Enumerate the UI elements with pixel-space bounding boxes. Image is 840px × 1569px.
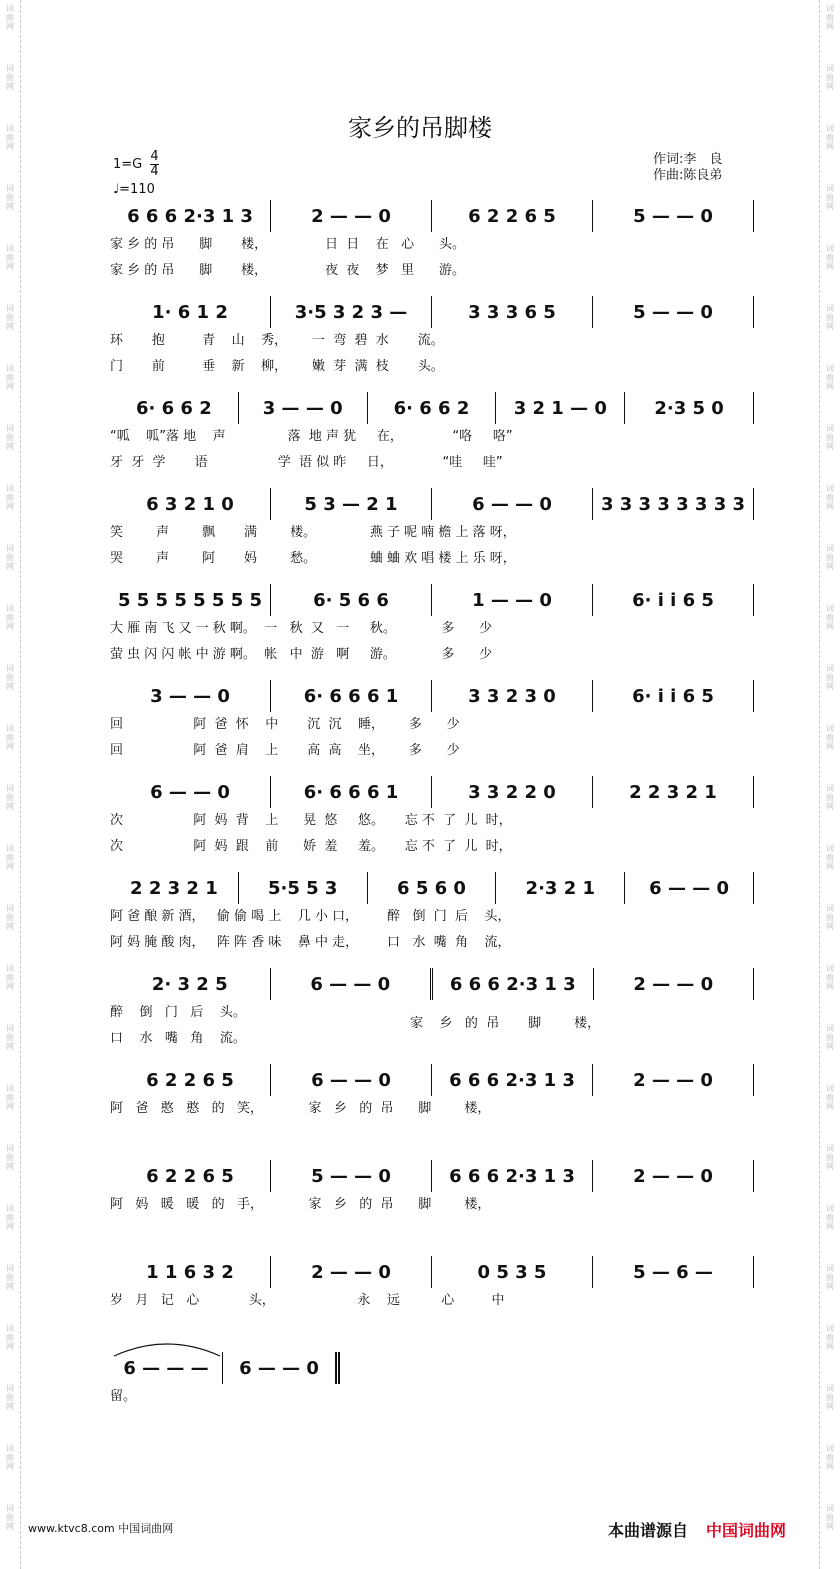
measure: 2 2 3 2 1	[110, 872, 239, 904]
measure: 6 — — 0	[271, 968, 434, 1000]
watermark-text: 词曲网	[826, 1084, 834, 1111]
score-system	[110, 872, 754, 956]
time-signature	[150, 150, 158, 179]
measure: 6· i i 6 5	[593, 584, 754, 616]
watermark-text: 词曲网	[6, 64, 14, 91]
watermark-text: 词曲网	[6, 964, 14, 991]
measure: 6 — — —	[110, 1352, 223, 1384]
score-system	[110, 1352, 340, 1410]
score-system	[110, 1256, 754, 1314]
staff-line	[110, 200, 754, 232]
watermark-text: 词曲网	[826, 1024, 834, 1051]
watermark-text: 词曲网	[6, 784, 14, 811]
watermark-text: 词曲网	[6, 304, 14, 331]
measure: 6 — — 0	[432, 488, 593, 520]
lyric-line: 家 乡 的 吊 脚 楼， 夜 夜 梦 里 游。	[110, 263, 465, 278]
staff-line	[110, 776, 754, 808]
watermark-text: 词曲网	[826, 784, 834, 811]
measure: 6· i i 6 5	[593, 680, 754, 712]
staff-line	[110, 1064, 754, 1096]
lyricist-credit: 作词:李 良	[653, 152, 723, 167]
watermark-text: 词曲网	[826, 64, 834, 91]
measure: 6 6 6 2·3 1 3	[432, 1160, 593, 1192]
score-system	[110, 200, 754, 284]
lyric-line: 阿 爸 憨 憨 的 笑， 家 乡 的 吊 脚 楼，	[110, 1101, 491, 1116]
watermark-text: 词曲网	[826, 1264, 834, 1291]
measure: 3 3 2 3 0	[432, 680, 593, 712]
lyric-line: 阿 妈 暖 暖 的 手， 家 乡 的 吊 脚 楼，	[110, 1197, 491, 1212]
measure: 3 — — 0	[239, 392, 368, 424]
watermark-text: 词曲网	[6, 544, 14, 571]
tie-slur	[112, 1338, 222, 1358]
watermark-text: 词曲网	[6, 4, 14, 31]
lyric-line: 笑 声 飘 满 楼。 燕 子 呢 喃 檐 上 落 呀，	[110, 525, 516, 540]
watermark-text: 词曲网	[6, 484, 14, 511]
watermark-text: 词曲网	[826, 1204, 834, 1231]
score-system	[110, 584, 754, 668]
watermark-text: 词曲网	[6, 1504, 14, 1531]
lyric-line: 留。	[110, 1389, 137, 1404]
lyric-line: 环 抱 青 山 秀， 一 弯 碧 水 流。	[110, 333, 444, 348]
measure: 6 2 2 6 5	[110, 1064, 271, 1096]
measure: 5 3 — 2 1	[271, 488, 432, 520]
measure: 2 — — 0	[593, 1064, 754, 1096]
credits	[653, 152, 722, 184]
watermark-text: 词曲网	[6, 1444, 14, 1471]
watermark-text: 词曲网	[826, 124, 834, 151]
lyric-line: 回 阿 爸 怀 中 沉 沉 睡， 多 少	[110, 717, 460, 732]
watermark-text: 词曲网	[6, 1084, 14, 1111]
measure: 2 — — 0	[271, 200, 432, 232]
staff-line	[110, 296, 754, 328]
tempo-marking: ♩=110	[113, 182, 155, 197]
measure: 6 — — 0	[625, 872, 754, 904]
watermark-text: 词曲网	[6, 1144, 14, 1171]
watermark-text: 词曲网	[6, 664, 14, 691]
staff-line	[110, 392, 754, 424]
watermark-text: 词曲网	[826, 664, 834, 691]
score-system	[110, 680, 754, 764]
composer-credit: 作曲:陈良弟	[653, 168, 723, 183]
footer-source-site: 中国词曲网	[706, 1521, 787, 1540]
measure: 3 2 1 — 0	[496, 392, 625, 424]
measure: 6 6 6 2·3 1 3	[433, 968, 594, 1000]
measure: 6 — — 0	[223, 1352, 340, 1384]
lyric-line: 次 阿 妈 背 上 晃 悠 悠。 忘 不 了 儿 时，	[110, 813, 512, 828]
watermark-text: 词曲网	[826, 964, 834, 991]
measure: 2 — — 0	[593, 1160, 754, 1192]
measure: 0 5 3 5	[432, 1256, 593, 1288]
measure: 2 — — 0	[271, 1256, 432, 1288]
measure: 6· 6 6 2	[110, 392, 239, 424]
measure: 6 2 2 6 5	[432, 200, 593, 232]
measure: 5 — — 0	[271, 1160, 432, 1192]
measure: 2 — — 0	[594, 968, 755, 1000]
watermark-text: 词曲网	[6, 184, 14, 211]
measure: 6· 6 6 6 1	[271, 680, 432, 712]
watermark-text: 词曲网	[826, 604, 834, 631]
footer-site: www.ktvc8.com 中国词曲网	[28, 1522, 174, 1535]
watermark-text: 词曲网	[826, 184, 834, 211]
score-system	[110, 488, 754, 572]
watermark-text: 词曲网	[826, 1384, 834, 1411]
watermark-text: 词曲网	[826, 1144, 834, 1171]
key-label: 1=G	[113, 157, 143, 172]
measure: 3 — — 0	[110, 680, 271, 712]
lyric-line: 岁 月 记 心 头， 永 远 心 中	[110, 1293, 505, 1308]
watermark-text: 词曲网	[6, 1024, 14, 1051]
lyric-line: 阿 爸 酿 新 酒， 偷 偷 喝 上 几 小 口， 醉 倒 门 后 头，	[110, 909, 511, 924]
watermark-text: 词曲网	[6, 1264, 14, 1291]
measure: 1 — — 0	[432, 584, 593, 616]
measure: 6· 6 6 2	[368, 392, 497, 424]
measure: 6 — — 0	[110, 776, 271, 808]
measure: 5 — 6 —	[593, 1256, 754, 1288]
watermark-text: 词曲网	[6, 424, 14, 451]
staff-line	[110, 968, 754, 1000]
measure: 3 3 3 3 3 3 3 3	[593, 488, 754, 520]
watermark-text: 词曲网	[6, 364, 14, 391]
watermark-text: 词曲网	[826, 1504, 834, 1531]
watermark-text: 词曲网	[826, 424, 834, 451]
watermark-text: 词曲网	[6, 844, 14, 871]
key-signature	[113, 150, 159, 179]
measure: 1· 6 1 2	[110, 296, 271, 328]
staff-line	[110, 1256, 754, 1288]
measure: 6· 5 6 6	[271, 584, 432, 616]
watermark-text: 词曲网	[6, 124, 14, 151]
time-numerator: 4	[150, 149, 159, 164]
measure: 6 5 6 0	[368, 872, 497, 904]
score-system	[110, 776, 754, 860]
lyric-line-mid: 家 乡 的 吊 脚 楼，	[410, 1016, 601, 1031]
measure: 5·5 5 3	[239, 872, 368, 904]
staff-line	[110, 584, 754, 616]
lyric-line: 家 乡 的 吊 脚 楼， 日 日 在 心 头。	[110, 237, 465, 252]
lyric-line: 哭 声 阿 妈 愁。 蛐 蛐 欢 唱 楼 上 乐 呀，	[110, 551, 516, 566]
score-system	[110, 1064, 754, 1122]
measure: 1 1 6 3 2	[110, 1256, 271, 1288]
watermark-text: 词曲网	[826, 544, 834, 571]
measure: 3 3 2 2 0	[432, 776, 593, 808]
lyric-line: 门 前 垂 新 柳， 嫩 芽 满 枝 头。	[110, 359, 444, 374]
measure: 6· 6 6 6 1	[271, 776, 432, 808]
measure: 2· 3 2 5	[110, 968, 271, 1000]
score-system	[110, 392, 754, 476]
watermark-text: 词曲网	[6, 1324, 14, 1351]
score-system	[110, 968, 754, 1052]
watermark-text: 词曲网	[6, 244, 14, 271]
lyric-line: “呱 呱”落 地 声 落 地 声 犹 在， “咯 咯”	[110, 429, 513, 444]
watermark-text: 词曲网	[826, 904, 834, 931]
watermark-text: 词曲网	[6, 1384, 14, 1411]
measure: 6 2 2 6 5	[110, 1160, 271, 1192]
watermark-text: 词曲网	[826, 484, 834, 511]
measure: 6 3 2 1 0	[110, 488, 271, 520]
measure: 3·5 3 2 3 —	[271, 296, 432, 328]
watermark-text: 词曲网	[6, 1204, 14, 1231]
staff-line	[110, 488, 754, 520]
lyric-line: 次 阿 妈 跟 前 娇 羞 羞。 忘 不 了 儿 时，	[110, 839, 512, 854]
lyric-line: 牙 牙 学 语 学 语 似 昨 日， “哇 哇”	[110, 455, 503, 470]
song-title: 家乡的吊脚楼	[348, 114, 492, 142]
time-denominator: 4	[150, 164, 159, 179]
footer-source	[608, 1518, 786, 1541]
watermark-text: 词曲网	[826, 1444, 834, 1471]
measure: 3 3 3 6 5	[432, 296, 593, 328]
measure: 6 6 6 2·3 1 3	[432, 1064, 593, 1096]
lyric-line: 醉 倒 门 后 头。	[110, 1005, 246, 1020]
measure: 6 — — 0	[271, 1064, 432, 1096]
measure: 5 — — 0	[593, 200, 754, 232]
watermark-text: 词曲网	[6, 604, 14, 631]
footer-source-label: 本曲谱源自	[608, 1521, 689, 1540]
measure: 6 6 6 2·3 1 3	[110, 200, 271, 232]
staff-line	[110, 1160, 754, 1192]
watermark-text: 词曲网	[826, 304, 834, 331]
watermark-text: 词曲网	[6, 724, 14, 751]
watermark-text: 词曲网	[826, 844, 834, 871]
lyric-line: 回 阿 爸 肩 上 高 高 坐， 多 少	[110, 743, 460, 758]
score-system	[110, 1160, 754, 1218]
staff-line	[110, 680, 754, 712]
watermark-text: 词曲网	[826, 364, 834, 391]
lyric-line: 萤 虫 闪 闪 帐 中 游 啊。 帐 中 游 啊 游。 多 少	[110, 647, 493, 662]
measure: 5 — — 0	[593, 296, 754, 328]
watermark-text: 词曲网	[826, 724, 834, 751]
measure: 2 2 3 2 1	[593, 776, 754, 808]
lyric-line: 阿 妈 腌 酸 肉， 阵 阵 香 味 鼻 中 走， 口 水 嘴 角 流，	[110, 935, 511, 950]
lyric-line: 口 水 嘴 角 流。	[110, 1031, 246, 1046]
watermark-text: 词曲网	[826, 4, 834, 31]
watermark-text: 词曲网	[826, 1324, 834, 1351]
watermark-text: 词曲网	[6, 904, 14, 931]
measure: 2·3 5 0	[625, 392, 754, 424]
staff-line	[110, 872, 754, 904]
lyric-line: 大 雁 南 飞 又 一 秋 啊。 一 秋 又 一 秋。 多 少	[110, 621, 493, 636]
score-system	[110, 296, 754, 380]
measure: 2·3 2 1	[496, 872, 625, 904]
measure: 5 5 5 5 5 5 5 5	[110, 584, 271, 616]
watermark-text: 词曲网	[826, 244, 834, 271]
